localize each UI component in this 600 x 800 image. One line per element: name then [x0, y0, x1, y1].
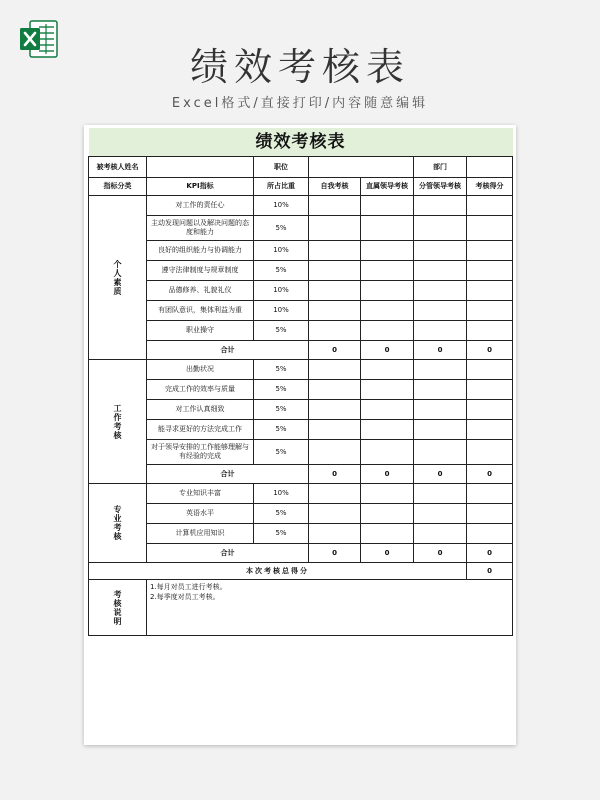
name-value[interactable] [147, 157, 254, 178]
direct-leader-score-cell[interactable] [361, 440, 414, 465]
table-row [89, 420, 513, 440]
category-char: 人 [113, 268, 122, 278]
kpi-cell: 有团队意识，集体利益为重 [147, 301, 254, 321]
division-leader-score-cell[interactable] [414, 420, 467, 440]
final-score-cell[interactable] [467, 420, 513, 440]
table-row [89, 341, 513, 360]
self-score-cell[interactable] [309, 261, 361, 281]
column-header: 分管领导考核 [414, 178, 467, 196]
subtotal-label: 合计 [147, 465, 309, 484]
table-row [89, 196, 513, 216]
category-label [89, 196, 147, 360]
division-leader-score-cell[interactable] [414, 484, 467, 504]
table-row [89, 465, 513, 484]
kpi-cell: 职业操守 [147, 321, 254, 341]
table-row [89, 321, 513, 341]
kpi-cell: 对于领导安排的工作能够理解与有经验的完成 [147, 440, 254, 465]
table-row [89, 580, 513, 636]
performance-sheet [88, 128, 512, 636]
category-char: 个 [113, 259, 122, 269]
weight-cell: 10% [254, 281, 309, 301]
position-value[interactable] [309, 157, 414, 178]
subtotal-label: 合计 [147, 544, 309, 563]
kpi-cell: 主动发现问题以及解决问题的态度和能力 [147, 216, 254, 241]
weight-cell: 5% [254, 440, 309, 465]
table-row [89, 400, 513, 420]
table-row [89, 544, 513, 563]
self-score-cell[interactable] [309, 400, 361, 420]
direct-leader-score-cell[interactable] [361, 504, 414, 524]
final-score-cell[interactable] [467, 524, 513, 544]
final-score-cell[interactable] [467, 241, 513, 261]
direct-leader-score-cell[interactable] [361, 524, 414, 544]
weight-cell: 5% [254, 216, 309, 241]
division-leader-score-cell[interactable] [414, 281, 467, 301]
subtotal-value: 0 [467, 465, 513, 484]
direct-leader-score-cell[interactable] [361, 400, 414, 420]
sheet-title: 绩效考核表 [89, 128, 513, 157]
table-row [89, 241, 513, 261]
table-row [89, 563, 513, 580]
division-leader-score-cell[interactable] [414, 380, 467, 400]
weight-cell: 5% [254, 360, 309, 380]
direct-leader-score-cell[interactable] [361, 261, 414, 281]
column-header: 自我考核 [309, 178, 361, 196]
category-char: 质 [113, 286, 122, 296]
final-score-cell[interactable] [467, 440, 513, 465]
kpi-cell: 英语水平 [147, 504, 254, 524]
direct-leader-score-cell[interactable] [361, 241, 414, 261]
final-score-cell[interactable] [467, 196, 513, 216]
division-leader-score-cell[interactable] [414, 440, 467, 465]
self-score-cell[interactable] [309, 440, 361, 465]
final-score-cell[interactable] [467, 216, 513, 241]
subtotal-value: 0 [361, 465, 414, 484]
table-row [89, 484, 513, 504]
table-row [89, 157, 513, 178]
table-row [89, 360, 513, 380]
self-score-cell[interactable] [309, 301, 361, 321]
position-label: 职位 [254, 157, 309, 178]
weight-cell: 5% [254, 504, 309, 524]
weight-cell: 10% [254, 301, 309, 321]
self-score-cell[interactable] [309, 216, 361, 241]
final-score-cell[interactable] [467, 504, 513, 524]
final-score-cell[interactable] [467, 321, 513, 341]
table-row [89, 178, 513, 196]
final-score-cell[interactable] [467, 261, 513, 281]
category-char: 作 [113, 412, 122, 422]
division-leader-score-cell[interactable] [414, 241, 467, 261]
self-score-cell[interactable] [309, 420, 361, 440]
kpi-cell: 能寻求更好的方法完成工作 [147, 420, 254, 440]
subtotal-value: 0 [309, 465, 361, 484]
direct-leader-score-cell[interactable] [361, 196, 414, 216]
notes-char: 明 [113, 616, 122, 626]
kpi-cell: 对工作的责任心 [147, 196, 254, 216]
column-header: 所占比重 [254, 178, 309, 196]
subtotal-label: 合计 [147, 341, 309, 360]
weight-cell: 5% [254, 420, 309, 440]
kpi-cell: 对工作认真细致 [147, 400, 254, 420]
direct-leader-score-cell[interactable] [361, 281, 414, 301]
column-header: 直属领导考核 [361, 178, 414, 196]
notes-line: 2.每季度对员工考核。 [150, 593, 220, 601]
subtotal-value: 0 [467, 544, 513, 563]
final-score-cell[interactable] [467, 281, 513, 301]
self-score-cell[interactable] [309, 484, 361, 504]
division-leader-score-cell[interactable] [414, 524, 467, 544]
final-score-cell[interactable] [467, 380, 513, 400]
direct-leader-score-cell[interactable] [361, 321, 414, 341]
dept-label: 部门 [414, 157, 467, 178]
page-title: 绩效考核表 [189, 45, 410, 89]
table-row [89, 380, 513, 400]
weight-cell: 5% [254, 261, 309, 281]
notes-content[interactable] [147, 580, 513, 636]
notes-char: 核 [113, 598, 122, 608]
self-score-cell[interactable] [309, 360, 361, 380]
category-label [89, 360, 147, 484]
name-label: 被考核人姓名 [89, 157, 147, 178]
category-char: 考 [113, 421, 122, 431]
weight-cell: 5% [254, 321, 309, 341]
self-score-cell[interactable] [309, 321, 361, 341]
category-char: 业 [113, 514, 122, 523]
division-leader-score-cell[interactable] [414, 301, 467, 321]
table-row [89, 440, 513, 465]
direct-leader-score-cell[interactable] [361, 301, 414, 321]
final-score-cell[interactable] [467, 400, 513, 420]
category-char: 核 [113, 532, 122, 541]
self-score-cell[interactable] [309, 196, 361, 216]
table-row [89, 281, 513, 301]
column-header: 指标分类 [89, 178, 147, 196]
direct-leader-score-cell[interactable] [361, 484, 414, 504]
performance-table [88, 128, 513, 636]
table-row [89, 301, 513, 321]
weight-cell: 5% [254, 380, 309, 400]
division-leader-score-cell[interactable] [414, 400, 467, 420]
direct-leader-score-cell[interactable] [361, 380, 414, 400]
kpi-cell: 出勤状况 [147, 360, 254, 380]
self-score-cell[interactable] [309, 281, 361, 301]
weight-cell: 5% [254, 400, 309, 420]
kpi-cell: 计算机应用知识 [147, 524, 254, 544]
division-leader-score-cell[interactable] [414, 504, 467, 524]
spreadsheet-page [84, 125, 516, 745]
notes-char: 说 [113, 607, 122, 617]
division-leader-score-cell[interactable] [414, 261, 467, 281]
category-char: 专 [113, 505, 122, 514]
column-header: 考核得分 [467, 178, 513, 196]
subtotal-value: 0 [414, 341, 467, 360]
weight-cell: 10% [254, 241, 309, 261]
self-score-cell[interactable] [309, 241, 361, 261]
weight-cell: 10% [254, 196, 309, 216]
category-char: 核 [113, 430, 122, 440]
category-char: 工 [113, 403, 122, 413]
subtotal-value: 0 [309, 544, 361, 563]
final-score-cell[interactable] [467, 484, 513, 504]
category-label [89, 484, 147, 563]
division-leader-score-cell[interactable] [414, 321, 467, 341]
table-row [89, 261, 513, 281]
division-leader-score-cell[interactable] [414, 360, 467, 380]
direct-leader-score-cell[interactable] [361, 216, 414, 241]
category-char: 素 [113, 277, 122, 287]
weight-cell: 10% [254, 484, 309, 504]
final-score-cell[interactable] [467, 360, 513, 380]
table-row [89, 504, 513, 524]
subtotal-value: 0 [309, 341, 361, 360]
kpi-cell: 遵守法律制度与规章制度 [147, 261, 254, 281]
self-score-cell[interactable] [309, 380, 361, 400]
column-header: KPI指标 [147, 178, 254, 196]
subtotal-value: 0 [414, 544, 467, 563]
subtotal-value: 0 [361, 341, 414, 360]
subtotal-value: 0 [414, 465, 467, 484]
self-score-cell[interactable] [309, 524, 361, 544]
table-row [89, 216, 513, 241]
total-label: 本次考核总得分 [89, 563, 467, 580]
self-score-cell[interactable] [309, 504, 361, 524]
notes-label [89, 580, 147, 636]
table-row [89, 524, 513, 544]
page-subtitle: Excel格式/直接打印/内容随意编辑 [171, 96, 429, 111]
subtotal-value: 0 [467, 341, 513, 360]
division-leader-score-cell[interactable] [414, 216, 467, 241]
kpi-cell: 完成工作的效率与质量 [147, 380, 254, 400]
division-leader-score-cell[interactable] [414, 196, 467, 216]
total-value: 0 [467, 563, 513, 580]
direct-leader-score-cell[interactable] [361, 420, 414, 440]
final-score-cell[interactable] [467, 301, 513, 321]
notes-line: 1.每月对员工进行考核。 [150, 583, 227, 591]
kpi-cell: 品德修养、礼貌礼仪 [147, 281, 254, 301]
kpi-cell: 良好的组织能力与协调能力 [147, 241, 254, 261]
dept-value[interactable] [467, 157, 513, 178]
subtotal-value: 0 [361, 544, 414, 563]
weight-cell: 5% [254, 524, 309, 544]
notes-char: 考 [113, 589, 122, 599]
table-row [89, 128, 513, 157]
category-char: 考 [113, 523, 122, 532]
kpi-cell: 专业知识丰富 [147, 484, 254, 504]
direct-leader-score-cell[interactable] [361, 360, 414, 380]
